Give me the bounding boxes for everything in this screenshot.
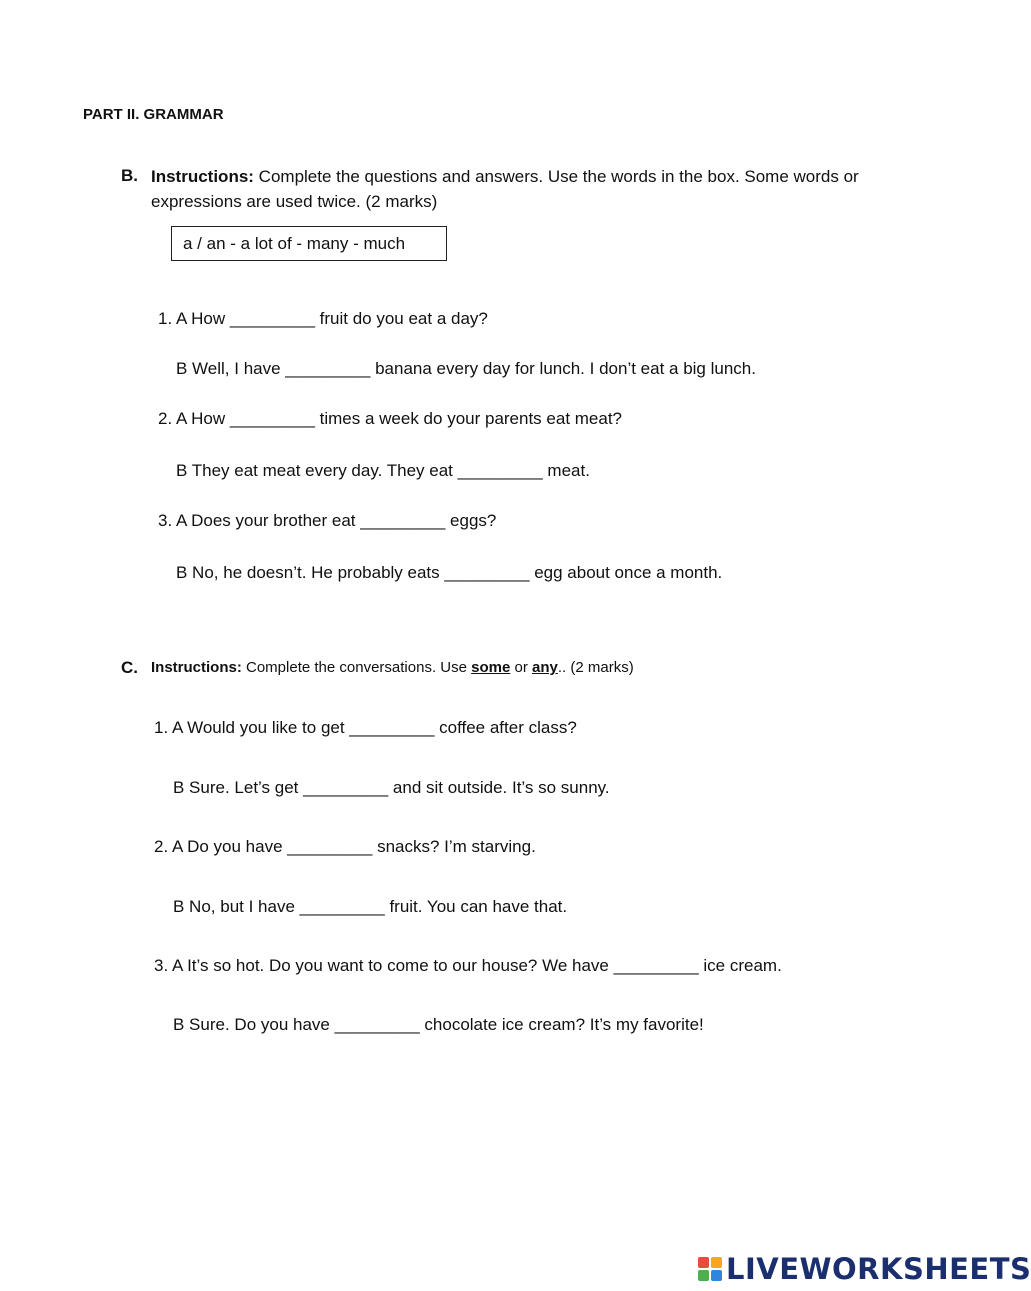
word-any: any	[532, 659, 558, 676]
word-box: a / an - a lot of - many - much	[171, 226, 447, 261]
section-b-instructions-label: Instructions:	[151, 167, 254, 186]
section-c-q3-a[interactable]: 3. A It’s so hot. Do you want to come to our house? We have _________ ice cream.	[154, 956, 782, 975]
logo-block	[711, 1270, 722, 1281]
section-c-instructions-pre: Complete the conversations. Use	[241, 659, 472, 676]
section-b-instructions-line-2: expressions are used twice. (2 marks)	[151, 192, 438, 211]
section-c-q2-b[interactable]: B No, but I have _________ fruit. You can have that.	[173, 897, 568, 916]
section-c-letter: C.	[121, 658, 138, 677]
section-c-instructions-post: .. (2 marks)	[557, 659, 634, 676]
section-c-q2-a[interactable]: 2. A Do you have _________ snacks? I’m starving.	[154, 837, 536, 856]
section-c-instructions	[151, 659, 634, 676]
section-b-instructions-line-1	[151, 164, 859, 189]
section-b-letter: B.	[121, 166, 138, 185]
liveworksheets-logo	[698, 1253, 1031, 1285]
section-c-q1-a[interactable]: 1. A Would you like to get _________ coffee after class?	[154, 718, 577, 737]
logo-block	[698, 1270, 709, 1281]
section-c-instructions-label: Instructions:	[151, 659, 242, 676]
logo-blocks-icon	[698, 1257, 722, 1281]
section-b-q3-b[interactable]: B No, he doesn’t. He probably eats _________ egg about once a month.	[176, 563, 723, 582]
section-b-instructions-text: Complete the questions and answers. Use the words in the box. Some words or	[253, 167, 859, 186]
section-b-q2-b[interactable]: B They eat meat every day. They eat _________ meat.	[176, 461, 590, 480]
section-b-q1-a[interactable]: 1. A How _________ fruit do you eat a day?	[158, 309, 488, 328]
word-some: some	[471, 659, 511, 676]
section-b-q3-a[interactable]: 3. A Does your brother eat _________ eggs?	[158, 511, 497, 530]
section-b-q2-a[interactable]: 2. A How _________ times a week do your parents eat meat?	[158, 409, 623, 428]
part-title: PART II. GRAMMAR	[83, 106, 224, 123]
logo-block	[698, 1257, 709, 1268]
logo-block	[711, 1257, 722, 1268]
section-c-instructions-or: or	[510, 659, 532, 676]
logo-text: LIVEWORKSHEETS	[726, 1252, 1031, 1286]
section-c-q3-b[interactable]: B Sure. Do you have _________ chocolate ice cream? It’s my favorite!	[173, 1015, 704, 1034]
section-c-q1-b[interactable]: B Sure. Let’s get _________ and sit outside. It’s so sunny.	[173, 778, 610, 797]
section-b-q1-b[interactable]: B Well, I have _________ banana every day for lunch. I don’t eat a big lunch.	[176, 359, 756, 378]
